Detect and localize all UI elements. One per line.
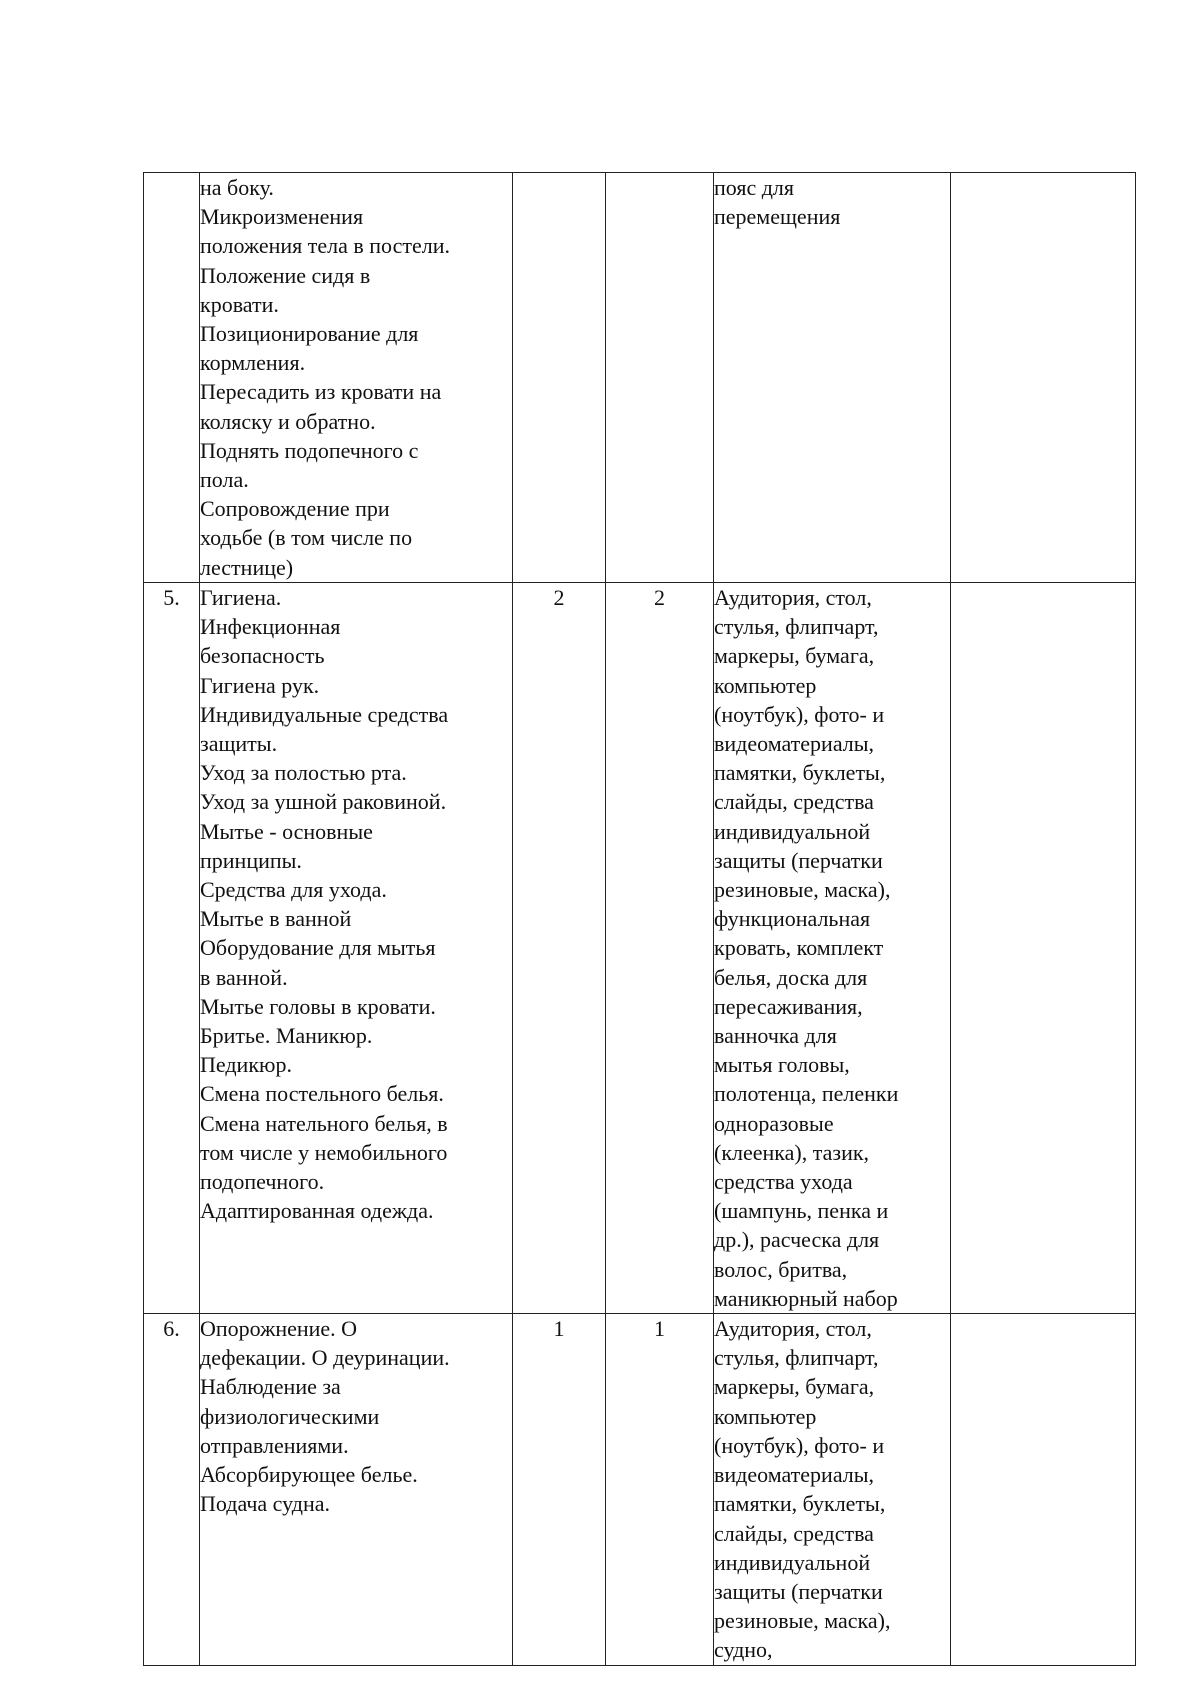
hours-practice-cell	[606, 583, 714, 1314]
cell-text-line: Уход за ушной раковиной.	[200, 789, 447, 815]
cell-text-line: положения тела в постели.	[200, 233, 450, 259]
cell-text-line: кровать, комплект	[714, 935, 884, 961]
cell-text-line: принципы.	[200, 847, 302, 873]
equipment-cell	[714, 1314, 951, 1665]
cell-text-line: пояс для	[714, 175, 795, 200]
cell-text-line: стулья, флипчарт,	[714, 614, 879, 640]
hours-total-cell	[513, 173, 606, 583]
row-number: 6.	[163, 1316, 180, 1342]
cell-text-line: Мытье в ванной	[200, 906, 352, 932]
cell-text-line: индивидуальной	[714, 1549, 871, 1575]
hours-practice-cell	[606, 173, 714, 583]
cell-text-line: компьютер	[714, 1403, 817, 1429]
cell-text-line: безопасность	[200, 643, 325, 669]
cell-text-line: индивидуальной	[714, 818, 871, 844]
cell-text-line: судно,	[714, 1637, 773, 1663]
cell-text-line: маркеры, бумага,	[714, 1374, 875, 1400]
cell-text-line: мытья головы,	[714, 1052, 850, 1078]
cell-text-line: резиновые, маска),	[714, 877, 891, 903]
table-row	[144, 173, 1136, 583]
cell-text-line: Мытье - основные	[200, 818, 373, 844]
cell-text-line: лестнице)	[200, 554, 294, 580]
cell-text-line: Смена постельного белья.	[200, 1081, 444, 1107]
row-number: 5.	[163, 585, 180, 610]
cell-text-line: коляску и обратно.	[200, 408, 376, 434]
cell-text-line: (ноутбук), фото- и	[714, 1432, 885, 1458]
row-number-cell	[144, 1314, 200, 1665]
topic-cell	[200, 583, 513, 1314]
cell-text-line: др.), расческа для	[714, 1227, 880, 1253]
cell-text-line: резиновые, маска),	[714, 1608, 891, 1634]
cell-text-line: памятки, буклеты,	[714, 1491, 886, 1517]
cell-text-line: (клеенка), тазик,	[714, 1139, 870, 1165]
cell-text-line: Мытье головы в кровати.	[200, 993, 436, 1019]
cell-text-line: Позиционирование для	[200, 321, 419, 347]
cell-text-line: на боку.	[200, 175, 274, 200]
cell-text-line: (шампунь, пенка и	[714, 1198, 889, 1224]
cell-text-line: средства ухода	[714, 1169, 853, 1195]
cell-text-line: Микроизменения	[200, 204, 364, 230]
cell-text-line: том числе у немобильного	[200, 1139, 448, 1165]
cell-text-line: Индивидуальные средства	[200, 701, 449, 727]
curriculum-table	[143, 172, 1136, 1666]
extra-cell	[951, 173, 1136, 583]
cell-text-line: маркеры, бумага,	[714, 643, 875, 669]
cell-text-line: защиты (перчатки	[714, 1578, 883, 1604]
cell-text-line: слайды, средства	[714, 1520, 874, 1546]
cell-text-line: Гигиена рук.	[200, 672, 320, 698]
topic-cell	[200, 1314, 513, 1665]
cell-text-line: Аудитория, стол,	[714, 585, 872, 610]
cell-text-line: Инфекционная	[200, 614, 341, 640]
cell-text-line: Наблюдение за	[200, 1374, 341, 1400]
cell-text-line: перемещения	[714, 204, 841, 230]
cell-text-line: подопечного.	[200, 1169, 325, 1195]
cell-text-line: одноразовые	[714, 1110, 834, 1136]
cell-text-line: Уход за полостью рта.	[200, 760, 407, 786]
cell-text-line: Поднять подопечного с	[200, 437, 419, 463]
hours-total-cell	[513, 583, 606, 1314]
cell-text-line: Абсорбирующее белье.	[200, 1462, 418, 1488]
hours-total: 1	[553, 1316, 565, 1342]
cell-text-line: Средства для ухода.	[200, 877, 387, 903]
cell-text-line: Гигиена.	[200, 585, 282, 610]
equipment-cell	[714, 583, 951, 1314]
cell-text-line: Аудитория, стол,	[714, 1316, 872, 1342]
cell-text-line: волос, бритва,	[714, 1256, 848, 1282]
hours-practice: 2	[654, 585, 665, 610]
cell-text-line: Положение сидя в	[200, 262, 371, 288]
cell-text-line: памятки, буклеты,	[714, 760, 886, 786]
cell-text-line: физиологическими	[200, 1403, 380, 1429]
cell-text-line: в ванной.	[200, 964, 288, 990]
topic-cell	[200, 173, 513, 583]
cell-text-line: отправлениями.	[200, 1432, 349, 1458]
cell-text-line: Бритье. Маникюр.	[200, 1023, 373, 1049]
hours-practice: 1	[654, 1316, 665, 1342]
equipment-cell	[714, 173, 951, 583]
cell-text-line: (ноутбук), фото- и	[714, 701, 885, 727]
cell-text-line: Оборудование для мытья	[200, 935, 436, 961]
hours-total-cell	[513, 1314, 606, 1665]
cell-text-line: Подача судна.	[200, 1491, 330, 1517]
row-number-cell	[144, 173, 200, 583]
cell-text-line: Пересадить из кровати на	[200, 379, 442, 405]
cell-text-line: стулья, флипчарт,	[714, 1345, 879, 1371]
hours-practice-cell	[606, 1314, 714, 1665]
extra-cell	[951, 1314, 1136, 1665]
cell-text-line: маникюрный набор	[714, 1285, 898, 1311]
cell-text-line: пола.	[200, 467, 249, 493]
cell-text-line: Адаптированная одежда.	[200, 1198, 434, 1224]
extra-cell	[951, 583, 1136, 1314]
cell-text-line: слайды, средства	[714, 789, 874, 815]
cell-text-line: функциональная	[714, 906, 871, 932]
cell-text-line: кровати.	[200, 291, 279, 317]
cell-text-line: Смена нательного белья, в	[200, 1110, 448, 1136]
cell-text-line: Опорожнение. О	[200, 1316, 358, 1342]
cell-text-line: ванночка для	[714, 1023, 837, 1049]
cell-text-line: Педикюр.	[200, 1052, 292, 1078]
cell-text-line: белья, доска для	[714, 964, 868, 990]
cell-text-line: ходьбе (в том числе по	[200, 525, 413, 551]
row-number-cell	[144, 583, 200, 1314]
cell-text-line: полотенца, пеленки	[714, 1081, 899, 1107]
cell-text-line: Сопровождение при	[200, 496, 390, 522]
cell-text-line: кормления.	[200, 350, 306, 376]
table-row	[144, 1314, 1136, 1665]
cell-text-line: пересаживания,	[714, 993, 863, 1019]
cell-text-line: защиты (перчатки	[714, 847, 883, 873]
cell-text-line: дефекации. О деуринации.	[200, 1345, 450, 1371]
table-row	[144, 583, 1136, 1314]
hours-total: 2	[553, 585, 565, 610]
cell-text-line: защиты.	[200, 731, 278, 757]
cell-text-line: видеоматериалы,	[714, 1462, 875, 1488]
cell-text-line: видеоматериалы,	[714, 731, 875, 757]
cell-text-line: компьютер	[714, 672, 817, 698]
